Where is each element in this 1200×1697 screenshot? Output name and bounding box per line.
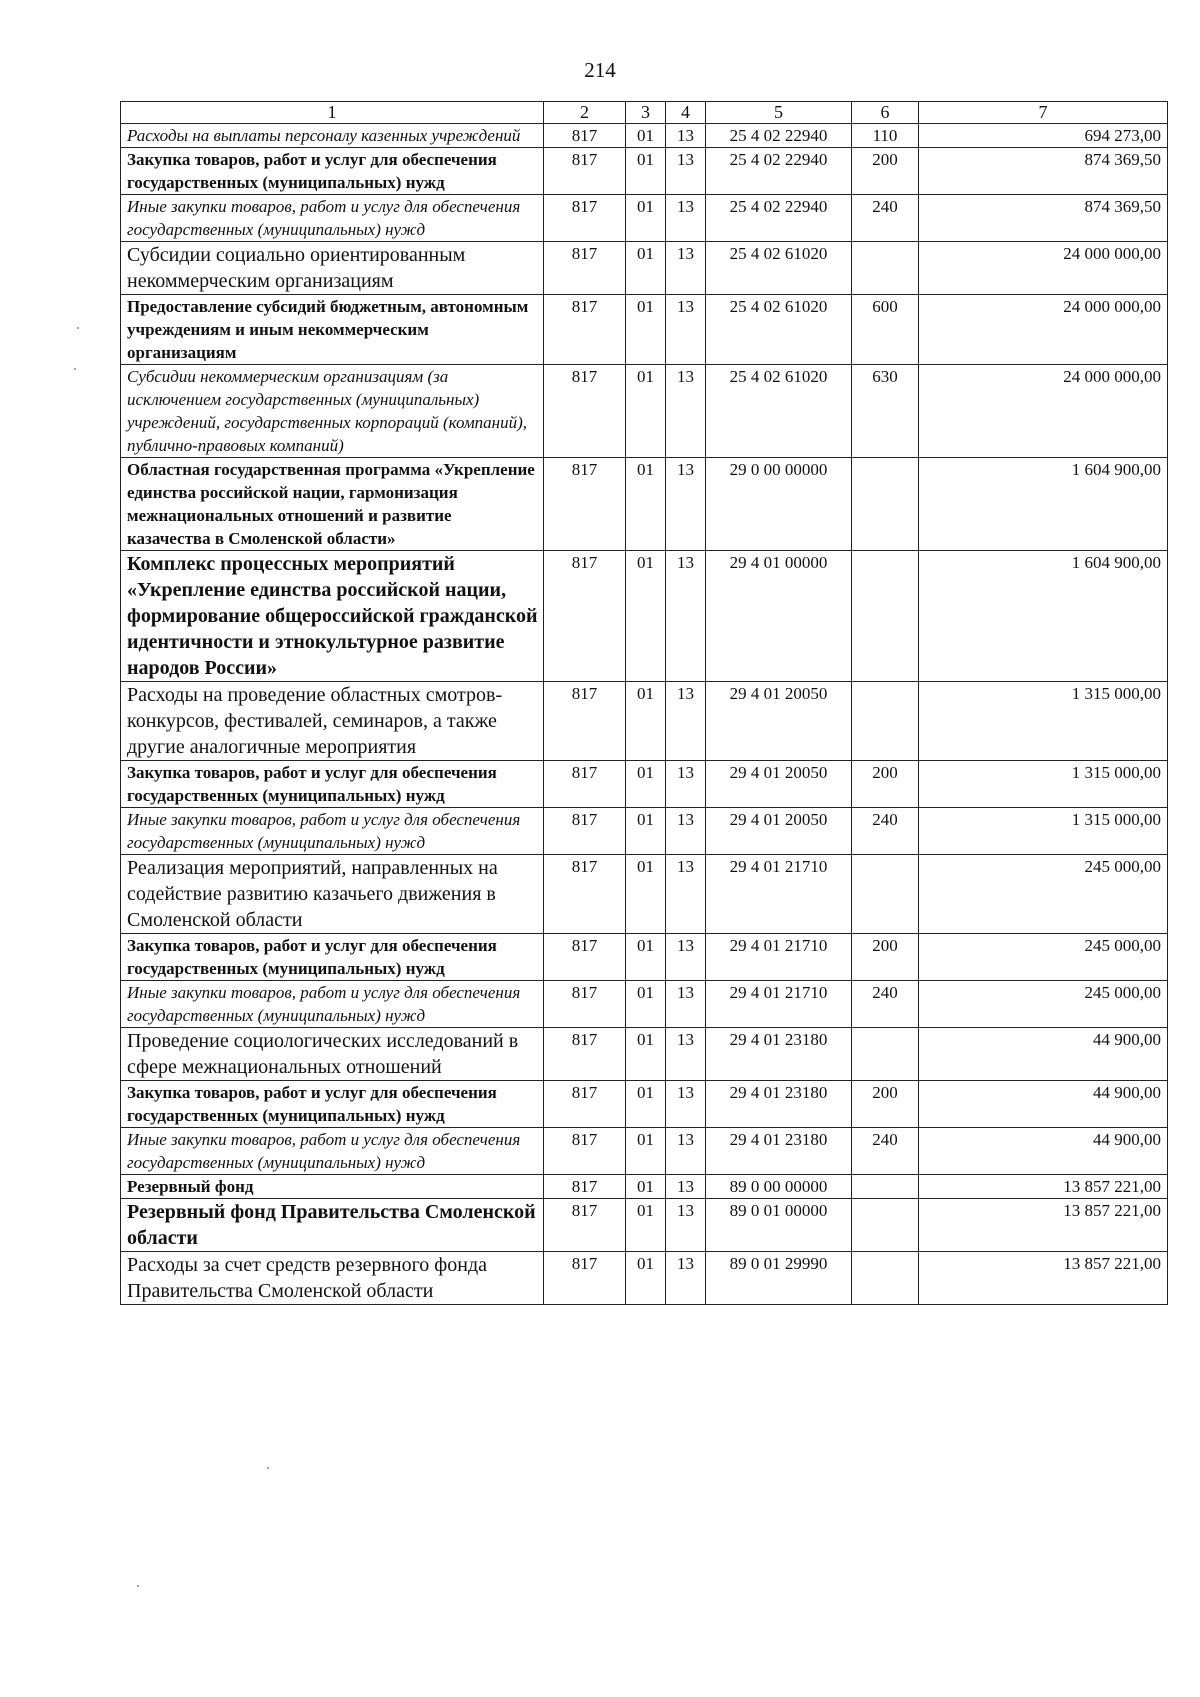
expense-type-cell [852,855,919,934]
section-cell: 01 [626,1252,666,1305]
amount-cell: 24 000 000,00 [919,242,1168,295]
expense-type-cell: 200 [852,148,919,195]
section-cell: 01 [626,1175,666,1199]
expense-type-cell: 200 [852,1081,919,1128]
target-article-cell: 25 4 02 22940 [706,124,852,148]
section-cell: 01 [626,458,666,551]
section-cell: 01 [626,295,666,365]
expense-type-cell: 600 [852,295,919,365]
subsection-cell: 13 [666,124,706,148]
row-name-cell: Субсидии социально ориентированным некоммерческим организациям [121,242,544,295]
admin-code-cell: 817 [544,1252,626,1305]
subsection-cell: 13 [666,295,706,365]
amount-cell: 13 857 221,00 [919,1199,1168,1252]
row-name-cell: Иные закупки товаров, работ и услуг для обеспечения государственных (муниципальных) нужд [121,981,544,1028]
subsection-cell: 13 [666,855,706,934]
subsection-cell: 13 [666,195,706,242]
admin-code-cell: 817 [544,195,626,242]
expense-type-cell: 240 [852,981,919,1028]
section-cell: 01 [626,761,666,808]
subsection-cell: 13 [666,934,706,981]
amount-cell: 245 000,00 [919,981,1168,1028]
row-name-cell: Закупка товаров, работ и услуг для обеспечения государственных (муниципальных) нужд [121,934,544,981]
amount-cell: 1 315 000,00 [919,682,1168,761]
target-article-cell: 25 4 02 61020 [706,295,852,365]
admin-code-cell: 817 [544,1175,626,1199]
row-name-cell: Закупка товаров, работ и услуг для обеспечения государственных (муниципальных) нужд [121,148,544,195]
expense-type-cell [852,242,919,295]
admin-code-cell: 817 [544,551,626,682]
expense-type-cell [852,682,919,761]
column-header-6: 6 [852,102,919,124]
subsection-cell: 13 [666,242,706,295]
section-cell: 01 [626,808,666,855]
target-article-cell: 29 4 01 20050 [706,682,852,761]
amount-cell: 874 369,50 [919,148,1168,195]
row-name-cell: Реализация мероприятий, направленных на содействие развитию казачьего движения в Смоленской области [121,855,544,934]
row-name-cell: Проведение социологических исследований в сфере межнациональных отношений [121,1028,544,1081]
table-row [121,242,1168,295]
expense-type-cell: 200 [852,934,919,981]
amount-cell: 24 000 000,00 [919,365,1168,458]
target-article-cell: 25 4 02 22940 [706,195,852,242]
table-row [121,682,1168,761]
row-name-cell: Расходы на выплаты персоналу казенных учреждений [121,124,544,148]
table-row [121,1252,1168,1305]
table-row [121,981,1168,1028]
subsection-cell: 13 [666,458,706,551]
subsection-cell: 13 [666,682,706,761]
row-name-cell: Областная государственная программа «Укрепление единства российской нации, гармонизация межнациональных отношений и развитие казачества в Смоленской области» [121,458,544,551]
scan-speck [74,368,76,370]
admin-code-cell: 817 [544,934,626,981]
section-cell: 01 [626,365,666,458]
admin-code-cell: 817 [544,855,626,934]
table-row [121,295,1168,365]
table-row [121,761,1168,808]
table-row [121,195,1168,242]
page-number: 214 [584,58,616,82]
expense-type-cell [852,1175,919,1199]
amount-cell: 1 315 000,00 [919,808,1168,855]
admin-code-cell: 817 [544,808,626,855]
admin-code-cell: 817 [544,1028,626,1081]
section-cell: 01 [626,1081,666,1128]
admin-code-cell: 817 [544,365,626,458]
expense-type-cell: 240 [852,1128,919,1175]
row-name-cell: Иные закупки товаров, работ и услуг для обеспечения государственных (муниципальных) нужд [121,195,544,242]
subsection-cell: 13 [666,148,706,195]
section-cell: 01 [626,682,666,761]
amount-cell: 24 000 000,00 [919,295,1168,365]
amount-cell: 44 900,00 [919,1128,1168,1175]
expense-type-cell [852,1252,919,1305]
target-article-cell: 29 4 01 21710 [706,855,852,934]
admin-code-cell: 817 [544,1199,626,1252]
subsection-cell: 13 [666,808,706,855]
amount-cell: 874 369,50 [919,195,1168,242]
table-row [121,365,1168,458]
target-article-cell: 89 0 01 29990 [706,1252,852,1305]
amount-cell: 13 857 221,00 [919,1252,1168,1305]
amount-cell: 44 900,00 [919,1081,1168,1128]
subsection-cell: 13 [666,1128,706,1175]
column-header-1: 1 [121,102,544,124]
subsection-cell: 13 [666,981,706,1028]
table-row [121,458,1168,551]
target-article-cell: 89 0 00 00000 [706,1175,852,1199]
target-article-cell: 29 4 01 00000 [706,551,852,682]
target-article-cell: 25 4 02 22940 [706,148,852,195]
row-name-cell: Иные закупки товаров, работ и услуг для обеспечения государственных (муниципальных) нужд [121,808,544,855]
subsection-cell: 13 [666,1252,706,1305]
target-article-cell: 29 4 01 20050 [706,761,852,808]
admin-code-cell: 817 [544,682,626,761]
admin-code-cell: 817 [544,761,626,808]
admin-code-cell: 817 [544,981,626,1028]
subsection-cell: 13 [666,551,706,682]
subsection-cell: 13 [666,1199,706,1252]
column-header-2: 2 [544,102,626,124]
row-name-cell: Закупка товаров, работ и услуг для обеспечения государственных (муниципальных) нужд [121,1081,544,1128]
header-row [121,102,1168,124]
subsection-cell: 13 [666,761,706,808]
table-row [121,148,1168,195]
subsection-cell: 13 [666,365,706,458]
row-name-cell: Субсидии некоммерческим организациям (за исключением государственных (муниципальных) учреждений, государственных корпораций (компаний), публично-правовых компаний) [121,365,544,458]
target-article-cell: 29 0 00 00000 [706,458,852,551]
target-article-cell: 25 4 02 61020 [706,242,852,295]
expense-type-cell: 630 [852,365,919,458]
amount-cell: 44 900,00 [919,1028,1168,1081]
section-cell: 01 [626,124,666,148]
target-article-cell: 25 4 02 61020 [706,365,852,458]
section-cell: 01 [626,551,666,682]
row-name-cell: Расходы за счет средств резервного фонда Правительства Смоленской области [121,1252,544,1305]
table-row [121,808,1168,855]
table-row [121,1028,1168,1081]
scan-speck [137,1585,139,1587]
scan-speck [77,327,79,329]
admin-code-cell: 817 [544,148,626,195]
row-name-cell: Предоставление субсидий бюджетным, автономным учреждениям и иным некоммерческим организациям [121,295,544,365]
target-article-cell: 29 4 01 21710 [706,934,852,981]
amount-cell: 1 315 000,00 [919,761,1168,808]
table-row [121,124,1168,148]
section-cell: 01 [626,981,666,1028]
section-cell: 01 [626,242,666,295]
admin-code-cell: 817 [544,124,626,148]
column-header-7: 7 [919,102,1168,124]
table-body [121,102,1168,1305]
row-name-cell: Закупка товаров, работ и услуг для обеспечения государственных (муниципальных) нужд [121,761,544,808]
section-cell: 01 [626,855,666,934]
section-cell: 01 [626,1028,666,1081]
admin-code-cell: 817 [544,295,626,365]
column-header-4: 4 [666,102,706,124]
subsection-cell: 13 [666,1028,706,1081]
amount-cell: 694 273,00 [919,124,1168,148]
amount-cell: 1 604 900,00 [919,458,1168,551]
expense-type-cell [852,1028,919,1081]
subsection-cell: 13 [666,1081,706,1128]
expense-type-cell: 200 [852,761,919,808]
admin-code-cell: 817 [544,1128,626,1175]
section-cell: 01 [626,195,666,242]
table-row [121,551,1168,682]
target-article-cell: 29 4 01 23180 [706,1081,852,1128]
expense-type-cell: 110 [852,124,919,148]
expense-type-cell [852,458,919,551]
scan-speck [267,1467,269,1469]
row-name-cell: Резервный фонд [121,1175,544,1199]
row-name-cell: Расходы на проведение областных смотров-конкурсов, фестивалей, семинаров, а также другие аналогичные мероприятия [121,682,544,761]
expense-type-cell [852,551,919,682]
target-article-cell: 89 0 01 00000 [706,1199,852,1252]
section-cell: 01 [626,1199,666,1252]
table-row [121,1081,1168,1128]
row-name-cell: Резервный фонд Правительства Смоленской области [121,1199,544,1252]
target-article-cell: 29 4 01 23180 [706,1028,852,1081]
expense-type-cell: 240 [852,808,919,855]
expense-type-cell [852,1199,919,1252]
target-article-cell: 29 4 01 21710 [706,981,852,1028]
column-header-3: 3 [626,102,666,124]
admin-code-cell: 817 [544,458,626,551]
section-cell: 01 [626,1128,666,1175]
amount-cell: 1 604 900,00 [919,551,1168,682]
target-article-cell: 29 4 01 20050 [706,808,852,855]
table-row [121,1199,1168,1252]
table-row [121,934,1168,981]
admin-code-cell: 817 [544,242,626,295]
admin-code-cell: 817 [544,1081,626,1128]
amount-cell: 245 000,00 [919,934,1168,981]
row-name-cell: Иные закупки товаров, работ и услуг для обеспечения государственных (муниципальных) нужд [121,1128,544,1175]
subsection-cell: 13 [666,1175,706,1199]
target-article-cell: 29 4 01 23180 [706,1128,852,1175]
table-row [121,1128,1168,1175]
expense-type-cell: 240 [852,195,919,242]
amount-cell: 245 000,00 [919,855,1168,934]
row-name-cell: Комплекс процессных мероприятий «Укрепление единства российской нации, формирование общероссийской гражданской идентичности и этнокультурное развитие народов России» [121,551,544,682]
section-cell: 01 [626,148,666,195]
table-row [121,1175,1168,1199]
section-cell: 01 [626,934,666,981]
budget-table [120,101,1168,1305]
table-row [121,855,1168,934]
amount-cell: 13 857 221,00 [919,1175,1168,1199]
column-header-5: 5 [706,102,852,124]
